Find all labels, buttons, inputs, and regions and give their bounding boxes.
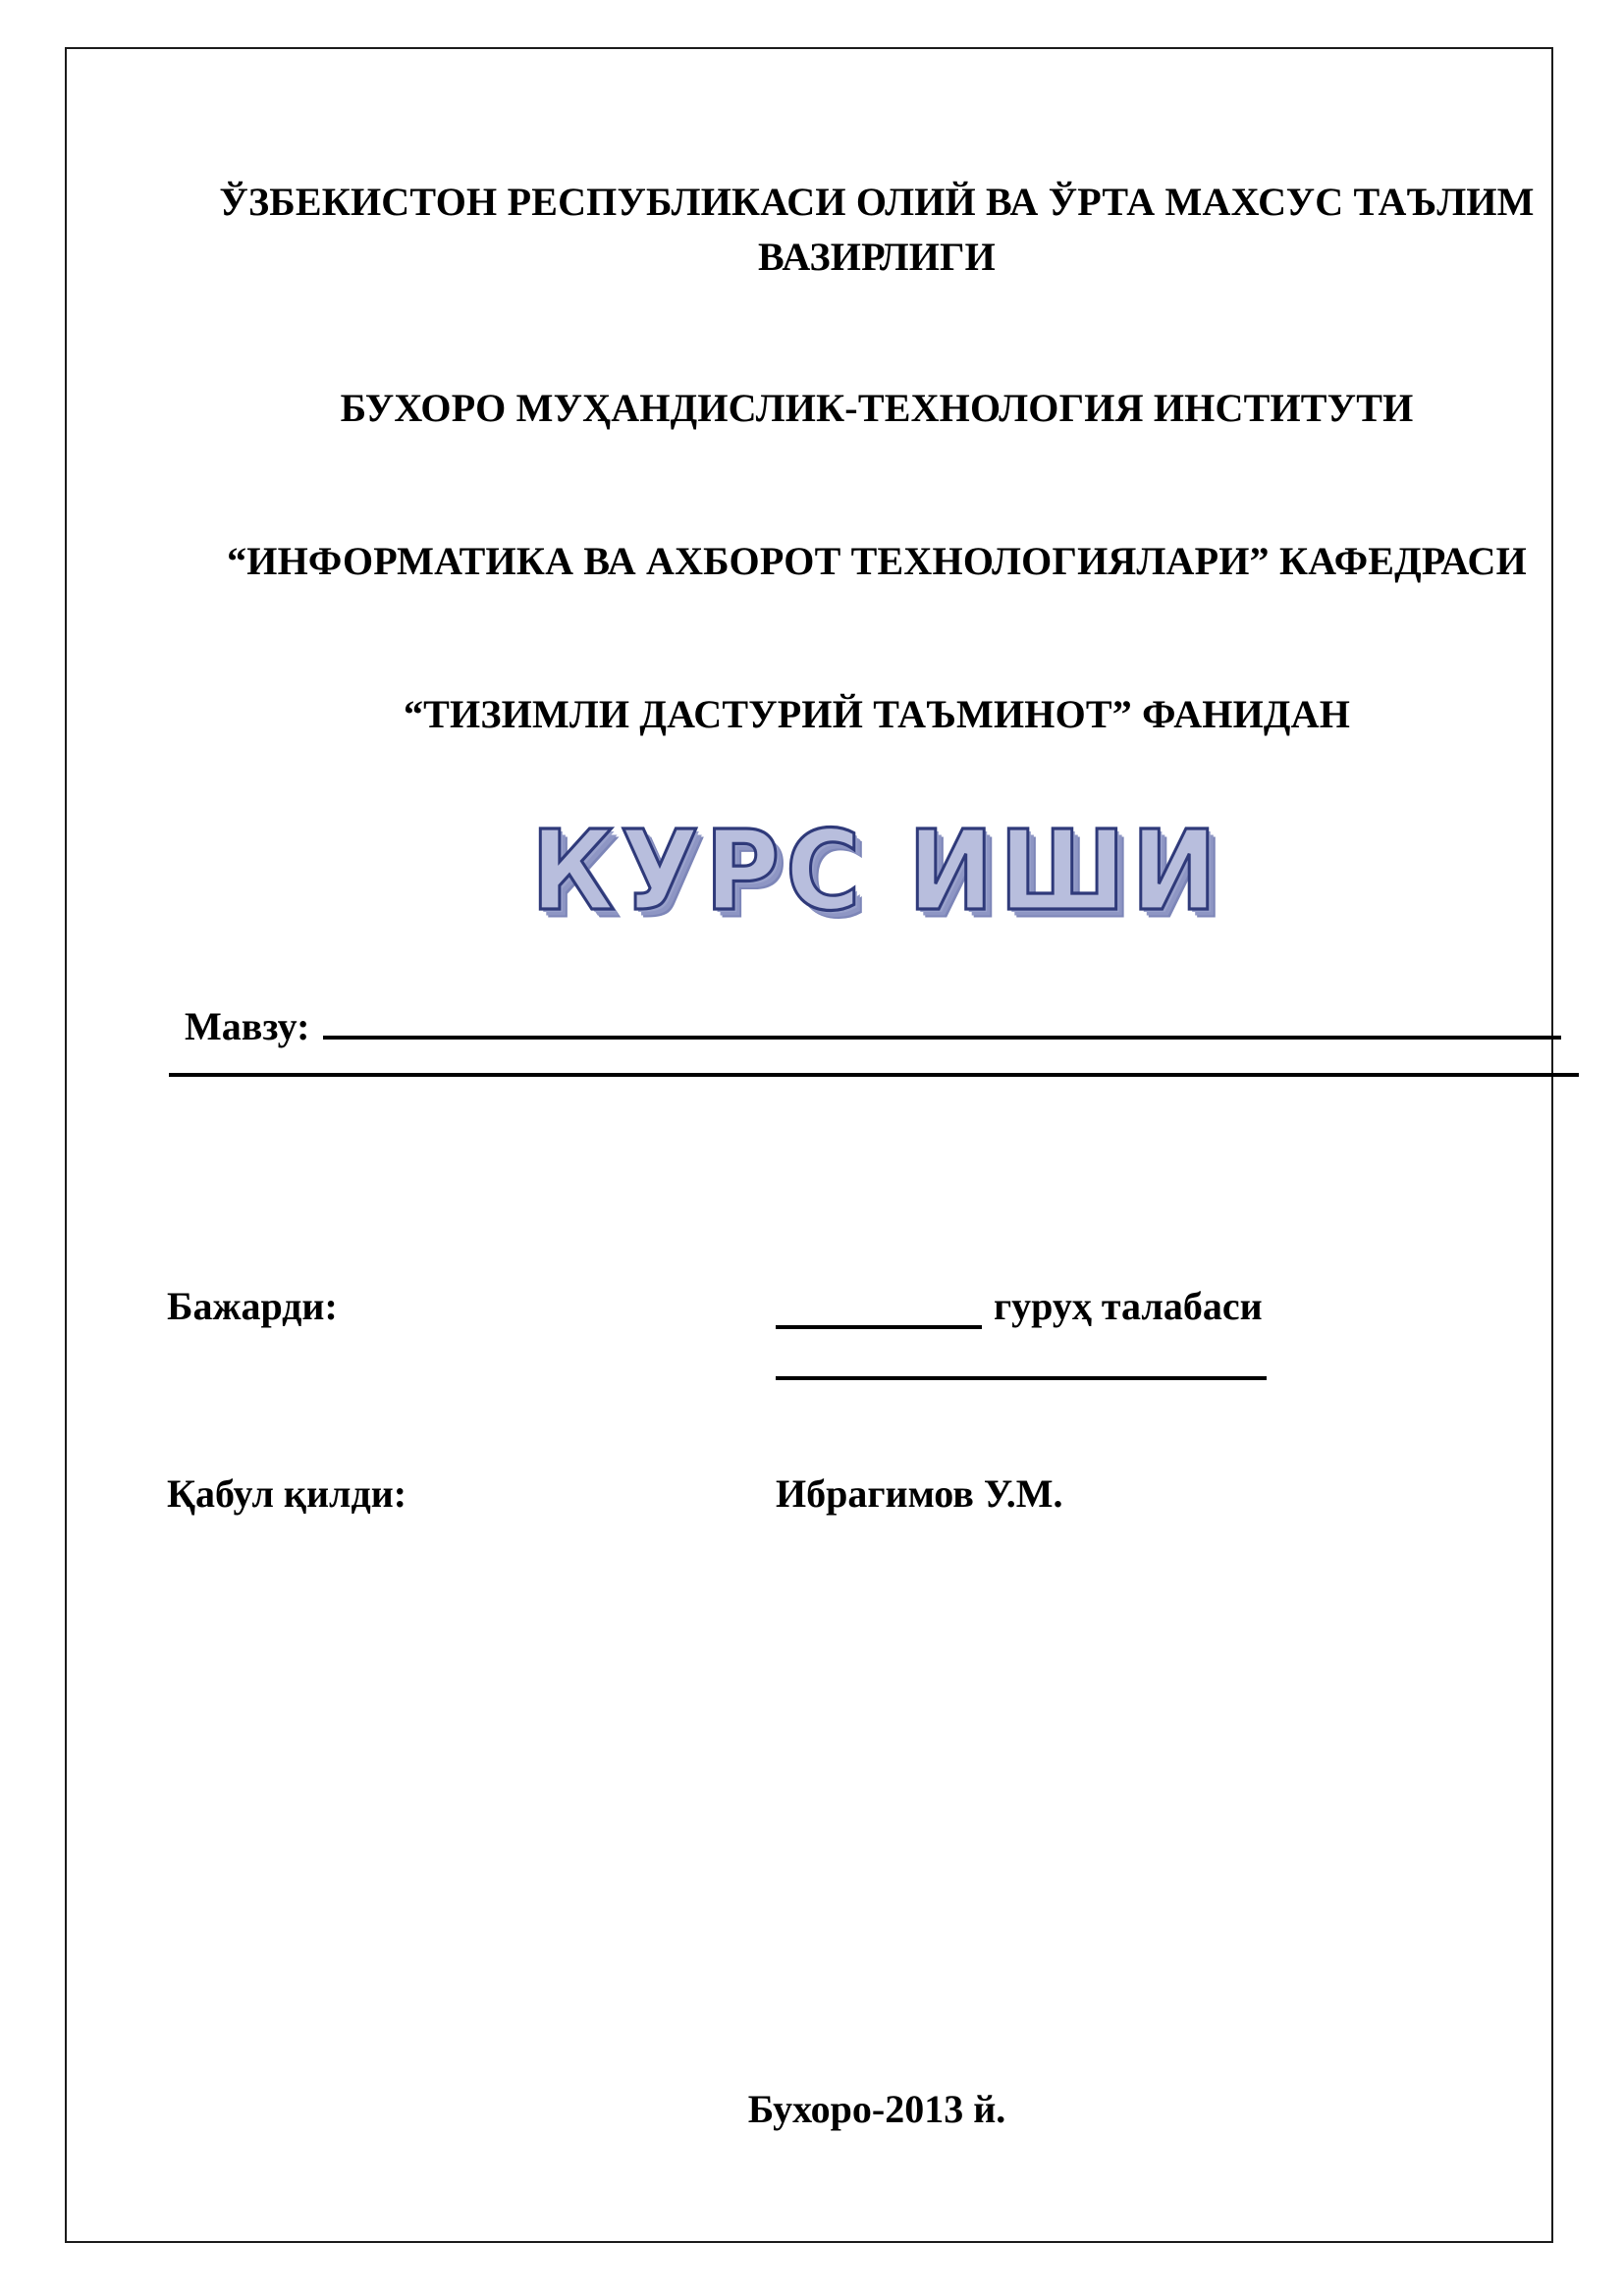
group-number-blank[interactable]	[776, 1300, 982, 1329]
topic-label: Мавзу:	[185, 1004, 310, 1048]
subject-heading: “ТИЗИМЛИ ДАСТУРИЙ ТАЪМИНОТ” ФАНИДАН	[403, 692, 1351, 736]
accepted-by-row	[165, 1470, 1589, 1517]
performed-by-value-wrap	[776, 1283, 1589, 1380]
topic-fill-line-2[interactable]	[169, 1073, 1579, 1077]
topic-row	[165, 1003, 1589, 1049]
work-type-wordart: КУРС ИШИ	[530, 806, 1223, 935]
department-heading: “ИНФОРМАТИКА ВА АХБОРОТ ТЕХНОЛОГИЯЛАРИ” КАФЕДРАСИ	[227, 539, 1527, 583]
footer-place-year: Бухоро-2013 й.	[747, 2087, 1006, 2131]
institute-heading: БУХОРО МУҲАНДИСЛИК-ТЕХНОЛОГИЯ ИНСТИТУТИ	[340, 386, 1414, 430]
page-border-frame	[65, 47, 1553, 2243]
accepted-by-value: Ибрагимов У.М.	[776, 1471, 1063, 1516]
accepted-by-label: Қабул қилди:	[167, 1471, 407, 1516]
student-name-blank[interactable]	[776, 1376, 1267, 1380]
title-page-content	[165, 147, 1589, 2248]
work-type-wordart-container	[165, 806, 1589, 958]
performed-by-label: Бажарди:	[167, 1284, 338, 1328]
signature-block	[165, 1283, 1589, 1517]
performed-by-value: гуруҳ талабаси	[994, 1284, 1263, 1328]
ministry-heading: ЎЗБЕКИСТОН РЕСПУБЛИКАСИ ОЛИЙ ВА ЎРТА МАХСУС ТАЪЛИМ ВАЗИРЛИГИ	[219, 180, 1535, 279]
performed-by-row	[165, 1283, 1589, 1380]
topic-fill-line-1[interactable]	[323, 1036, 1561, 1040]
